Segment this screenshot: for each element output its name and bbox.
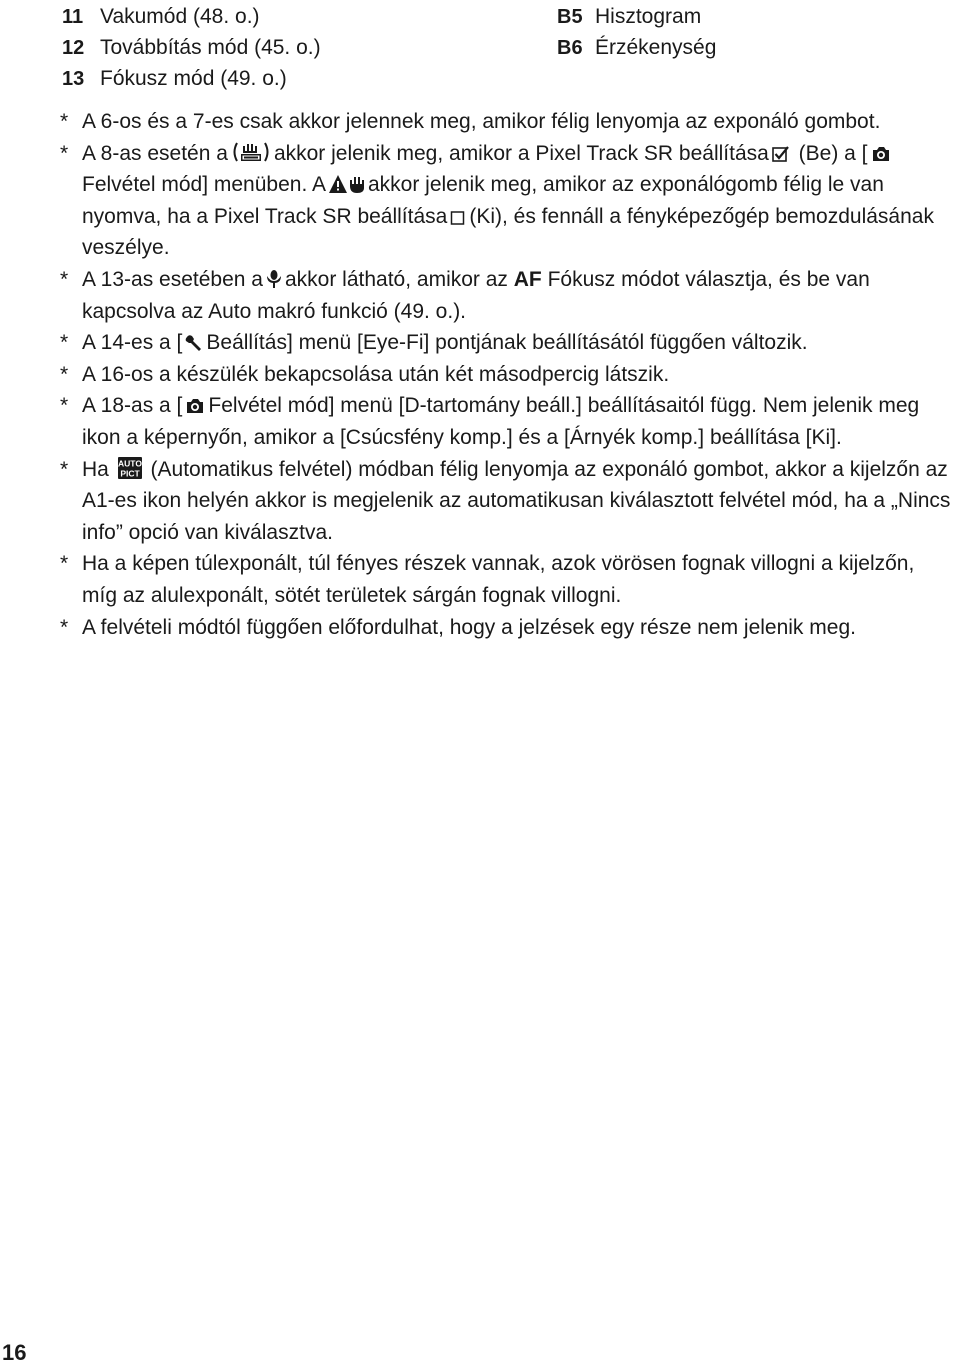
note-item (62, 548, 952, 611)
camera-shake-warning-icon (329, 174, 365, 194)
legend-number: 11 (62, 6, 84, 28)
note-item (62, 327, 952, 359)
legend-text: Továbbítás mód (45. o.) (100, 36, 321, 59)
legend (0, 0, 960, 100)
note-text: Beállítás] menü [Eye-Fi] pontjának beállításától függően változik. (206, 331, 808, 355)
camera-icon (185, 397, 205, 415)
note-item (62, 454, 952, 549)
note-item (62, 612, 952, 644)
legend-text: Fókusz mód (49. o.) (100, 67, 287, 90)
note-text: akkor látható, amikor az (284, 267, 508, 291)
macro-flower-icon (266, 269, 282, 289)
notes-list (62, 106, 952, 643)
checkbox-empty-icon (450, 210, 466, 226)
note-marker: * (60, 267, 69, 291)
note-text: akkor jelenik meg, amikor a Pixel Track SR beállítása (273, 141, 769, 165)
svg-text:AUTO: AUTO (117, 458, 142, 469)
note-marker: * (60, 362, 69, 386)
legend-item-b5 (557, 2, 701, 32)
note-item (62, 390, 952, 453)
shake-reduction-auto-icon (231, 141, 271, 163)
note-text: Ha a képen túlexponált, túl fényes részek vannak, azok vörösen fognak villogni a kijelzőn, míg az alulexponált, sötét területek sárgán fognak villogni. (82, 552, 915, 607)
note-item (62, 359, 952, 391)
camera-icon (871, 145, 891, 163)
note-text: Felvétel mód] menü [D-tartomány beáll.] beállításaitól függ. Nem jelenik meg ikon a képernyőn, amikor a [Csúcsfény komp.] és a [Árnyék komp.] beállítása [Ki]. (82, 394, 920, 449)
af-mode-label: AF (513, 267, 542, 291)
legend-item-b6 (557, 33, 716, 63)
note-text: (Ki), és fennáll a fényképezőgép bemozdulásának veszélye. (82, 204, 934, 260)
legend-item-13 (62, 64, 287, 94)
note-text: A 6-os és a 7-es csak akkor jelennek meg, amikor félig lenyomja az exponáló gombot. (82, 110, 881, 133)
note-marker: * (60, 457, 69, 481)
note-text: Fókusz módot választja, és be van kapcsolva az Auto makró funkció (49. o.). (82, 267, 870, 323)
note-marker: * (60, 394, 69, 418)
note-text: A 16-os a készülék bekapcsolása után két másodpercig látszik. (82, 362, 670, 386)
note-text: Felvétel mód] menüben. A (82, 173, 326, 197)
note-text: (Automatikus felvétel) módban félig lenyomja az exponáló gombot, akkor a kijelzőn az A1-es ikon helyén akkor is megjelenik az automatikusan kiválasztott felvétel mód, ha a „Nincs info” opció van kiválasztva. (82, 457, 951, 544)
legend-number: 12 (62, 37, 85, 59)
wrench-icon (185, 334, 203, 352)
note-marker: * (60, 141, 69, 165)
legend-item-12 (62, 33, 321, 63)
legend-text: Érzékenység (595, 36, 717, 59)
legend-number: B6 (557, 37, 583, 59)
note-text: akkor jelenik meg, amikor az exponálógomb félig le van nyomva, ha a Pixel Track SR beállítása (82, 173, 884, 228)
legend-number: 13 (62, 68, 85, 90)
checkbox-checked-icon (772, 145, 790, 163)
svg-text:PICT: PICT (120, 468, 140, 479)
note-text: Ha (82, 457, 109, 481)
note-text: A 18-as a [ (82, 394, 183, 418)
note-item (62, 106, 952, 138)
note-marker: * (60, 552, 69, 576)
legend-number: B5 (557, 6, 583, 28)
note-item (62, 264, 952, 327)
note-text: A 8-as esetén a (82, 141, 228, 165)
page-number: 16 (2, 1340, 27, 1365)
note-item (62, 138, 952, 264)
note-marker: * (60, 615, 69, 639)
note-text: A felvételi módtól függően előfordulhat, hogy a jelzések egy része nem jelenik meg. (82, 615, 856, 639)
note-marker: * (60, 331, 69, 355)
auto-picture-icon (118, 457, 142, 479)
note-text: A 14-es a [ (82, 331, 183, 355)
legend-item-11 (62, 2, 260, 32)
legend-text: Vakumód (48. o.) (100, 5, 260, 28)
note-text: A 13-as esetében a (82, 267, 263, 291)
note-text: (Be) a [ (798, 141, 868, 165)
note-marker: * (60, 110, 69, 133)
legend-text: Hisztogram (595, 5, 702, 28)
